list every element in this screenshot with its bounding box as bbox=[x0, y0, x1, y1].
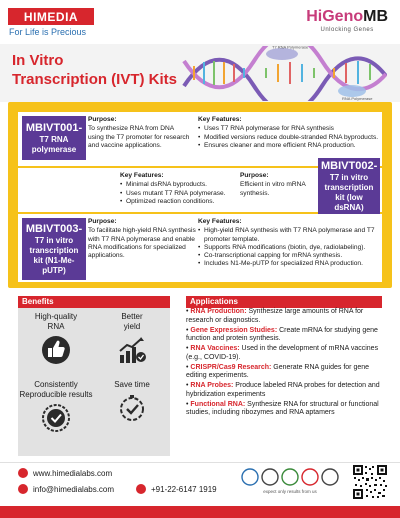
product-1-purpose: Purpose: To synthesize RNA from DNA using the T7 promoter for research and vaccine applications. bbox=[88, 116, 190, 149]
globe-icon bbox=[18, 468, 28, 478]
benefit-label: Save time bbox=[114, 380, 150, 389]
applications-list bbox=[186, 308, 382, 419]
feature-item: • Includes N1-Me-pUTP for specialized RNA production. bbox=[198, 260, 380, 268]
applications-heading: Applications bbox=[186, 296, 382, 308]
application-item: • CRISPR/Cas9 Research: Generate RNA guides for gene editing experiments. bbox=[186, 363, 370, 380]
feature-item: • Minimal dsRNA byproducts. bbox=[120, 181, 238, 189]
application-item: • RNA Production: Synthesize large amounts of RNA for research or diagnostics. bbox=[186, 308, 364, 324]
product-3-features: Key Features: • High-yield RNA synthesis with T7 RNA polymerase and T7 promoter template. • Supports RNA modifications (biotin, dye, radiolabeling). • Co-transcriptional capping for mRNA synthesis. • Includes N1-Me-pUTP for specialized RNA production. bbox=[198, 218, 380, 269]
check-badge-icon bbox=[41, 403, 71, 433]
benefit-label: Better yield bbox=[121, 312, 143, 331]
dna-label-rna-pol: RNA Polymerase bbox=[342, 96, 373, 101]
cert-caption: expect only results from us bbox=[263, 489, 317, 494]
email-text: info@himedialabs.com bbox=[33, 484, 115, 494]
bottom-color-bar bbox=[0, 506, 400, 518]
feature-item: • Uses mutant T7 RNA polymerase. bbox=[120, 190, 238, 198]
product-code-tag-1: MBIVT001- T7 RNA polymerase bbox=[22, 116, 86, 160]
page-title-line1: In Vitro bbox=[12, 52, 64, 69]
benefits-heading: Benefits bbox=[18, 296, 170, 308]
feature-item: • Uses T7 RNA polymerase for RNA synthesis bbox=[198, 125, 380, 133]
product-code-tag-2: MBIVT002- T7 in vitro transcription kit (low dsRNA) bbox=[318, 158, 380, 214]
website-text: www.himedialabs.com bbox=[33, 468, 113, 478]
dna-transcription-illustration bbox=[182, 46, 387, 101]
mail-icon bbox=[18, 484, 28, 494]
qr-code[interactable] bbox=[352, 464, 388, 500]
feature-item: • Supports RNA modifications (biotin, dye, radiolabeling). bbox=[198, 244, 380, 252]
higenomb-wordmark: HiGenoMB bbox=[306, 8, 388, 25]
benefit-better-yield bbox=[94, 312, 170, 365]
page-title-line2: Transcription (IVT) Kits bbox=[12, 71, 178, 88]
product-2-features: Key Features: • Minimal dsRNA byproducts. • Uses mutant T7 RNA polymerase. • Optimized reaction conditions. bbox=[120, 172, 238, 206]
benefit-reproducible bbox=[18, 380, 94, 433]
phone-link[interactable] bbox=[136, 484, 217, 494]
timer-check-icon bbox=[117, 393, 147, 423]
product-1-features: Key Features: • Uses T7 RNA polymerase for RNA synthesis • Modified versions reduce double-stranded RNA byproducts. • Ensures cleaner and more efficient RNA production. bbox=[198, 116, 380, 150]
feature-item: • Modified versions reduce double-stranded RNA byproducts. bbox=[198, 134, 380, 142]
product-code-tag-3: MBIVT003- T7 in vitro transcription kit (N1-Me-pUTP) bbox=[22, 218, 86, 280]
feature-item: • Optimized reaction conditions. bbox=[120, 198, 238, 206]
page-header bbox=[0, 0, 400, 44]
feature-item: • Ensures cleaner and more efficient RNA production. bbox=[198, 142, 380, 150]
application-item: • Gene Expression Studies: Create mRNA for studying gene function and protein synthesis. bbox=[186, 326, 378, 343]
brand-tagline: For Life is Precious bbox=[9, 27, 87, 37]
email-link[interactable] bbox=[18, 484, 114, 494]
product-2-purpose: Purpose: Efficient in vitro mRNA synthesis. bbox=[240, 172, 306, 197]
application-item: • Functional RNA: Synthesize RNA for structural or functional studies, including ribozymes and RNA aptamers bbox=[186, 400, 379, 417]
certification-logos bbox=[240, 466, 340, 496]
higenomb-subtitle: Unlocking Genes bbox=[320, 27, 374, 33]
application-item: • RNA Vaccines: Used in the development of mRNA vaccines (e.g., COVID-19). bbox=[186, 345, 379, 361]
benefit-high-quality bbox=[18, 312, 94, 365]
benefit-label: High-quality RNA bbox=[34, 312, 78, 331]
thumbs-up-icon bbox=[41, 335, 71, 365]
website-link[interactable] bbox=[18, 468, 112, 478]
feature-item: • Co-transcriptional capping for mRNA synthesis. bbox=[198, 252, 380, 260]
feature-item: • High-yield RNA synthesis with T7 RNA polymerase and T7 promoter template. bbox=[198, 227, 380, 244]
benefit-save-time bbox=[94, 380, 170, 423]
higenomb-logo bbox=[306, 8, 388, 33]
himedia-logo: HIMEDIA bbox=[8, 8, 94, 25]
application-item: • RNA Probes: Produce labeled RNA probes for detection and hybridization experiments bbox=[186, 382, 380, 398]
growth-chart-icon bbox=[117, 335, 147, 365]
benefit-label: Consistently Reproducible results bbox=[19, 380, 93, 399]
dna-label-t7: T7 RNA Polymerase bbox=[272, 46, 309, 50]
phone-text: +91-22-6147 1919 bbox=[151, 484, 217, 494]
phone-icon bbox=[136, 484, 146, 494]
product-3-purpose: Purpose: To facilitate high-yield RNA synthesis with T7 RNA polymerase and enable RNA modifications for specialized applications. bbox=[88, 218, 196, 260]
